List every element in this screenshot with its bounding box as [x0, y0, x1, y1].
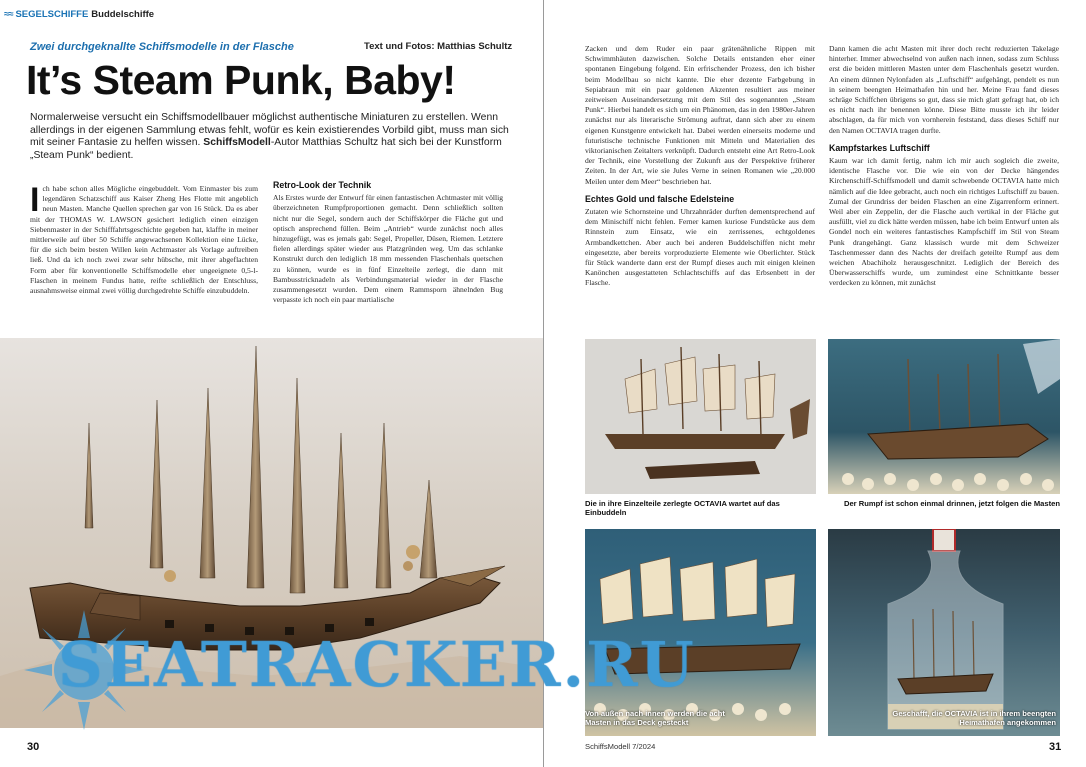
waves-icon: ≈≈ — [4, 9, 13, 20]
photo-finished-bottle — [828, 529, 1060, 736]
intro-text: Normalerweise versucht ein Schiffsmodellbauer möglichst authentische Miniaturen zu erstellen. Wenn allerdings in der eigenen Sammlung etwas fehlt, wofür es kein existierendes Vorbild gibt, muss man sich mit seiner Fantasie zu helfen wissen. — [30, 112, 509, 149]
column-2 — [273, 180, 503, 305]
kicker: Zwei durchgeknallte Schiffsmodelle in der Flasche — [30, 41, 294, 53]
intro-text-end: -Autor Matthias Schultz hat sich bei der Kunstform „Steam Punk“ bedient. — [30, 137, 502, 161]
column-1 — [30, 181, 258, 296]
column-3-text-2: Zutaten wie Schornsteine und Uhrzahnräder durften dementsprechend auf dem Minischiff nicht fehlen. Ferner kamen kuriose Fundstücke aus dem Rinnstein zum Einsatz, wie ein zerrissenes, echtgoldenes Armbandkettchen. Aber auch bei anderen Buddelschiffen nicht mehr eingesetzte, aber bereits vorproduzierte Elemente wie Oberlichter. Stück für Stück wanderte dann erst der Rumpf dieses auch mit einigen kleinen Kanönchen ausgestatteten Schlachtschiffs auf das Erbsenbett in der Flasche. — [585, 207, 815, 288]
journal-issue: SchiffsModell 7/2024 — [585, 742, 656, 751]
watermark-text: SEATRACKER.RU — [58, 628, 696, 701]
drop-cap: I — [30, 181, 40, 219]
column-4-text-2: Kaum war ich damit fertig, nahm ich mir auch sogleich die zweite, identische Flasche vor. Die wie ein von der Decke hängendes Kirchenschiff-Schiffsmodell und damit schwebende OCTAVIA hatte mich nämlich auf die Idee gebracht, auch noch ein richtiges Luftschiff zu bauen. Zumal der Grundriss der beiden Flaschen an eine Zigarrenform erinnert. Weil aber ein Zeppelin, der die Flasche auch vertikal in der Fläche gut ausfüllt, viel zu dick hätte werden müssen, habe ich beim Entwurf unten als Gondel noch ein weiteres fantastisches Kampfschiff im Stil von Steam Punk drangehängt. Ganz klassisch wurde mit dem Schweizer Taschenmesser dann des Nachts der dreifach geteilte Rumpf aus dem weichen Abachiholz herausgeschnitzt. Lediglich der Bereich des Überwasserschiffs wurde, um zumindest eine Schnittkante besser verdecken zu können, mit zunächst — [829, 156, 1059, 288]
page-title: It’s Steam Punk, Baby! — [26, 57, 456, 103]
subsection-name: Buddelschiffe — [91, 9, 155, 20]
section-tag — [4, 9, 154, 20]
subheading-retro-look: Retro-Look der Technik — [273, 180, 372, 190]
section-name: SEGELSCHIFFE — [15, 9, 89, 20]
column-4-text: Dann kamen die acht Masten mit ihrer doch recht reduzierten Takelage hinterher. Immer abwechselnd von außen nach innen, sodass zum Schluss erst die beiden mittleren Masten unter dem Flaschenhals gesetzt wurden. An einem dünnen Nylonfaden als „Luftschiff“ aufgehängt, pendelt es nun in seinem beengten Heimathafen hin und her. Meine Frau fand dieses schräge Schiffchen übrigens so gut, dass sie mich glatt gefragt hat, ob ich es nicht nach ihr benennen könne. Diese Bitte musste ich ihr leider abschlagen, da für mich von vornherein feststand, dass dieses Schiff nur den Namen OCTAVIA tragen durfte. — [829, 44, 1059, 135]
caption-2: Der Rumpf ist schon einmal drinnen, jetzt folgen die Masten — [843, 499, 1060, 508]
column-2-text: Als Erstes wurde der Entwurf für einen fantastischen Achtmaster mit völlig überzeichneten Rumpfproportionen gemacht. Denn schließlich sollten nicht nur die Segel, sondern auch der Schiffskörper die Fläche gut und optisch ansprechend füllen. Beim „Antrieb“ wurde zunächst noch alles hinzugefügt, was es jemals gab: Segel, Propeller, Düsen, Riemen. Letztere fielen allerdings später wieder aus Platzgründen weg. Um das schlanke Konstrukt durch den lediglich 18 mm messenden Flaschenhals quetschen zu können, wurde es in fünf Einzelteile zerlegt, die dann mit Bambusstricknadeln als Verbindungsmaterial wieder in der Flasche zusammengesetzt wurden. Dem einem Rammsporn ähnelnden Bug verpasste ich noch ein paar martialische — [273, 193, 503, 305]
photo-hull-in-bottle — [828, 339, 1060, 494]
page-number-left: 30 — [27, 741, 40, 753]
caption-3: Von außen nach innen werden die acht Masten in das Deck gesteckt — [585, 709, 725, 728]
subheading-gold: Echtes Gold und falsche Edelsteine — [585, 193, 735, 204]
column-3-text: Zacken und dem Ruder ein paar grätenähnliche Rippen mit Schwimmhäuten dazwischen. Solche Details entstanden eher einer spontanen Eingebung folgend. Ein erfrischender Prozess, den ich bisher beim Modellbau so nicht kannte. Die eher dezente Farbgebung in Sepiabraun mit ein paar goldenen Akzenten resultiert aus meiner zeitweisen Auseinandersetzung mit dem Stil des sogenannten „Steam Punk“. Hierbei handelt es sich um ein Phänomen, das in den 1980er-Jahren zunächst nur als literarische Strömung auftrat, dann sich aber zu einem eigenen Kunstgenre entwickelt hat. Dabei werden einerseits moderne und futuristische technische Funktionen mit Mitteln und Materialien des viktorianischen Zeitalters verknüpft. Dadurch entsteht eine Art Retro-Look der Technik, eine Vorstellung der Zukunft aus der Perspektive früherer Zeiten. In der Art, wie sie Jules Verne in seinen Romanen wie „20.000 Meilen unter dem Meer“ beschrieben hat. — [585, 44, 815, 186]
photo-parts-disassembled — [585, 339, 816, 494]
column-4 — [829, 44, 1059, 289]
column-3 — [585, 44, 815, 289]
column-1-text: ch habe schon alles Mögliche eingebuddelt. Vom Einmaster bis zum legendären Schatzschiff aus Kaiser Zheng Hes Flotte mit angeblich neun Masten. Manche Quellen sprechen gar von 16 Stück. Da es aber mit der THOMAS W. LAWSON gesichert lediglich einen einzigen Siebenmaster in der Schifffahrtsgeschichte gegeben hat, klaffte in meiner mittlerweile auf über 50 Schiffe angewachsenen Kollektion eine Lücke, für die sich beim besten Willen kein Achtmaster als Vorlage auftreiben ließ. Und da ich noch zwei zwar sehr hübsche, mit ihrer abgeflachten Form aber für konventionelle Schiffsmodelle eher ungeeignete 0,5-l-Flaschen in meinem Fundus hatte, reifte schließlich der Entschluss, ausnahmsweise einmal zwei völlig durchgedrehte Schiffe einzubuddeln. — [30, 184, 258, 296]
subheading-luftschiff: Kampfstarkes Luftschiff — [829, 142, 930, 153]
author-credit: Text und Fotos: Matthias Schultz — [364, 41, 513, 52]
caption-1: Die in ihre Einzelteile zerlegte OCTAVIA wartet auf das Einbuddeln — [585, 499, 780, 518]
page-number-right: 31 — [1049, 741, 1062, 753]
intro-paragraph — [30, 112, 510, 162]
caption-4: Geschafft, die OCTAVIA ist in ihrem beengten Heimathafen angekommen — [892, 709, 1056, 728]
intro-magazine-name: SchiffsModell — [203, 137, 271, 149]
